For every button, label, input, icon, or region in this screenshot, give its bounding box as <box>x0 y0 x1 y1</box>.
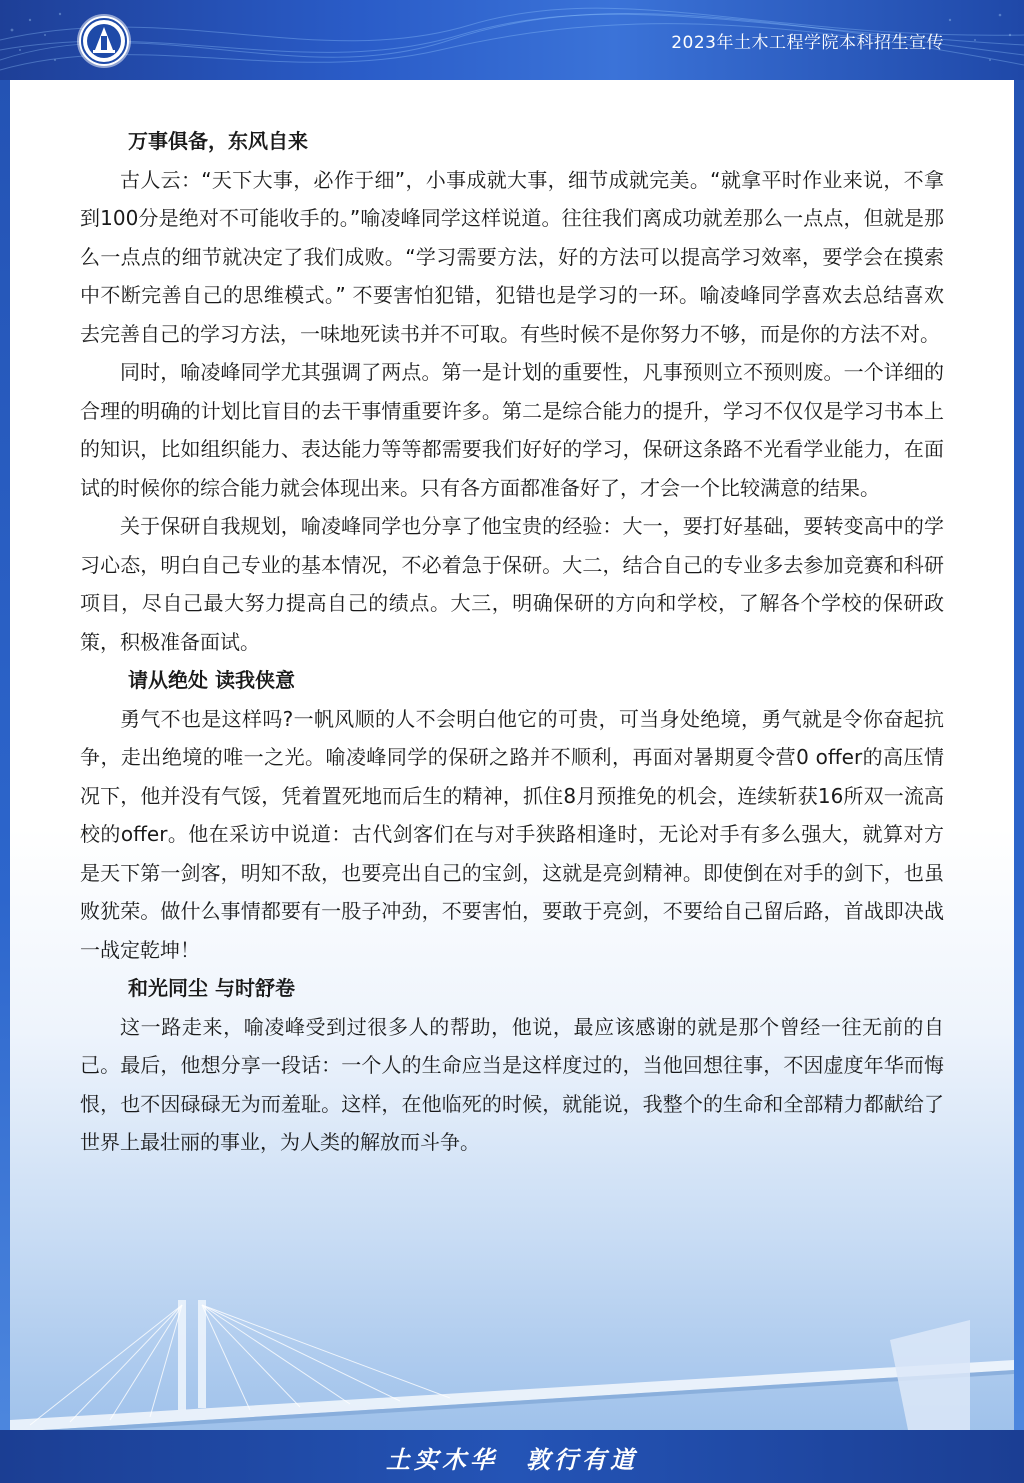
paragraph: 古人云：“天下大事，必作于细”，小事成就大事，细节成就完美。“就拿平时作业来说，不拿到100分是绝对不可能收手的。”喻凌峰同学这样说道。往往我们离成功就差那么一点点，但就是那么一点点的细节就决定了我们成败。“学习需要方法，好的方法可以提高学习效率，要学会在摸索中不断完善自己的思维模式。” 不要害怕犯错，犯错也是学习的一环。喻凌峰同学喜欢去总结喜欢去完善自己的学习方法，一味地死读书并不可取。有些时候不是你努力不够，而是你的方法不对。 <box>80 167 944 346</box>
bridge-illustration <box>10 1300 1014 1440</box>
university-logo-icon <box>79 16 129 66</box>
paragraph: 勇气不也是这样吗?一帆风顺的人不会明白他它的可贵，可当身处绝境，勇气就是令你奋起抗争，走出绝境的唯一之光。喻凌峰同学的保研之路并不顺利，再面对暑期夏令营0 offer的高压情况下，他并没有气馁，凭着置死地而后生的精神，抓住8月预推免的机会，连续斩获16所双一流高校的offer。他在采访中说道：古代剑客们在与对手狭路相逢时，无论对手有多么强大，就算对方是天下第一剑客，明知不敌，也要亮出自己的宝剑，这就是亮剑精神。即使倒在对手的剑下，也虽败犹荣。做什么事情都要有一股子冲劲，不要害怕，要敢于亮剑，不要给自己留后路，首战即决战 一战定乾坤！ <box>80 706 944 962</box>
footer-banner <box>0 1430 1024 1483</box>
paragraph: 同时，喻凌峰同学尤其强调了两点。第一是计划的重要性，凡事预则立不预则废。一个详细的合理的明确的计划比盲目的去干事情重要许多。第二是综合能力的提升，学习不仅仅是学习书本上的知识，比如组织能力、表达能力等等都需要我们好好的学习，保研这条路不光看学业能力，在面试的时候你的综合能力就会体现出来。只有各方面都准备好了，才会一个比较满意的结果。 <box>80 360 944 500</box>
right-frame <box>1014 80 1024 1440</box>
header-title: 2023年土木工程学院本科招生宣传 <box>671 33 944 53</box>
section-heading: 请从绝处 读我侠意 <box>128 668 295 692</box>
content-area <box>10 80 1014 1440</box>
article-body <box>80 122 944 1162</box>
paragraph: 关于保研自我规划，喻凌峰同学也分享了他宝贵的经验：大一，要打好基础，要转变高中的学习心态，明白自己专业的基本情况，不必着急于保研。大二，结合自己的专业多去参加竞赛和科研项目，尽自己最大努力提高自己的绩点。大三，明确保研的方向和学校，了解各个学校的保研政策，积极准备面试。 <box>80 514 944 654</box>
paragraph: 这一路走来，喻凌峰受到过很多人的帮助，他说，最应该感谢的就是那个曾经一往无前的自己。最后，他想分享一段话：一个人的生命应当是这样度过的，当他回想往事，不因虚度年华而悔恨，也不因碌碌无为而羞耻。这样，在他临死的时候，就能说，我整个的生命和全部精力都献给了世界上最壮丽的事业，为人类的解放而斗争。 <box>80 1014 944 1154</box>
section-heading: 和光同尘 与时舒卷 <box>128 976 295 1000</box>
section-heading: 万事俱备，东风自来 <box>128 129 308 153</box>
header-banner <box>0 0 1024 80</box>
left-frame <box>0 80 10 1440</box>
footer-motto: 土实木华 敦行有道 <box>386 1445 638 1474</box>
